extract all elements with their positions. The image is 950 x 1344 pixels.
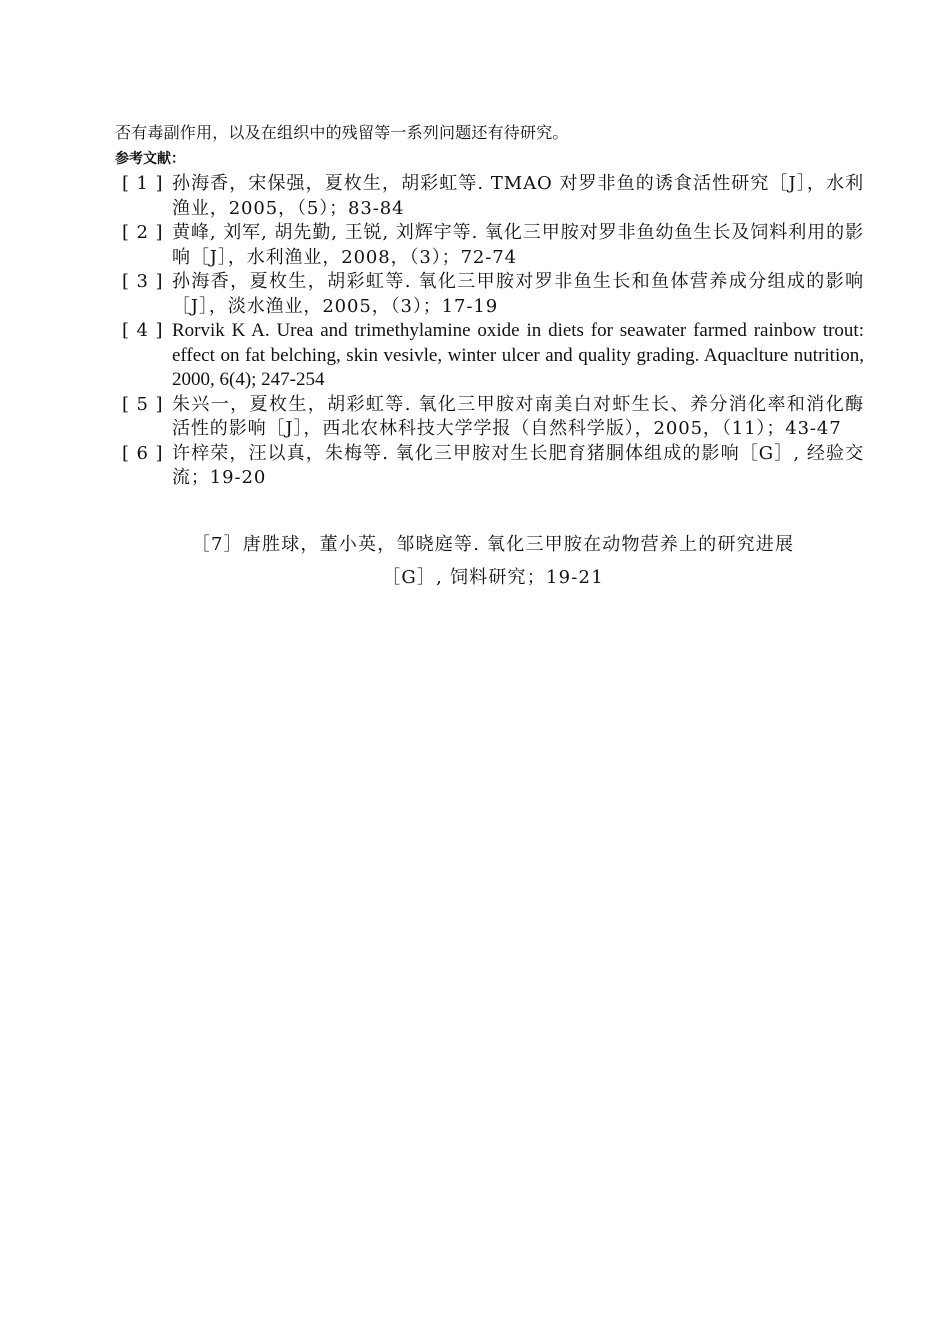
intro-paragraph: 否有毒副作用，以及在组织中的残留等一系列问题还有待研究。 bbox=[115, 123, 569, 142]
reference-text: 孙海香，宋保强，夏枚生，胡彩虹等. TMAO 对罗非鱼的诱食活性研究［J］，水利渔业，2005，（5）；83-84 bbox=[172, 173, 864, 219]
reference-item-5 bbox=[122, 393, 864, 442]
reference-text: 许梓荣，汪以真，朱梅等. 氧化三甲胺对生长肥育猪胴体组成的影响［G］, 经验交流；19-20 bbox=[172, 442, 864, 488]
reference-item-2 bbox=[122, 221, 864, 270]
reference-number: [ 2 ] bbox=[122, 222, 164, 243]
reference-item-3 bbox=[122, 270, 864, 319]
reference-item-7-line-2: ［G］, 饲料研究；19-21 bbox=[382, 567, 604, 588]
reference-text: Rorvik K A. Urea and trimethylamine oxide in diets for seawater farmed rainbow trout: effect on fat belching, skin vesivle, winter ulcer and quality grading. Aquaclture nutrition, 2000, 6(4); 247-254 bbox=[172, 320, 864, 390]
reference-number: [ 3 ] bbox=[122, 271, 164, 292]
references-heading: 参考文献： bbox=[115, 151, 185, 167]
reference-number: [ 5 ] bbox=[122, 393, 164, 415]
reference-item-6 bbox=[122, 442, 864, 491]
reference-item-7-line-1: ［7］唐胜球，董小英，邹晓庭等. 氧化三甲胺在动物营养上的研究进展 bbox=[191, 534, 795, 555]
reference-item-4 bbox=[122, 319, 864, 393]
reference-number: [ 6 ] bbox=[122, 442, 164, 464]
reference-number: [ 4 ] bbox=[122, 320, 164, 341]
reference-number: [ 1 ] bbox=[122, 173, 164, 194]
reference-text: 朱兴一，夏枚生，胡彩虹等. 氧化三甲胺对南美白对虾生长、养分消化率和消化酶活性的影响［J］，西北农林科技大学学报（自然科学版），2005，（11）；43-47 bbox=[172, 393, 864, 439]
reference-item-1 bbox=[122, 172, 864, 221]
reference-text: 黄峰, 刘军, 胡先勤, 王锐, 刘辉宇等. 氧化三甲胺对罗非鱼幼鱼生长及饲料利用的影响［J］，水利渔业，2008，（3）；72-74 bbox=[172, 222, 864, 268]
reference-text: 孙海香，夏枚生，胡彩虹等. 氧化三甲胺对罗非鱼生长和鱼体营养成分组成的影响［J］，淡水渔业，2005，（3）；17-19 bbox=[172, 271, 864, 317]
references-list bbox=[122, 172, 864, 491]
